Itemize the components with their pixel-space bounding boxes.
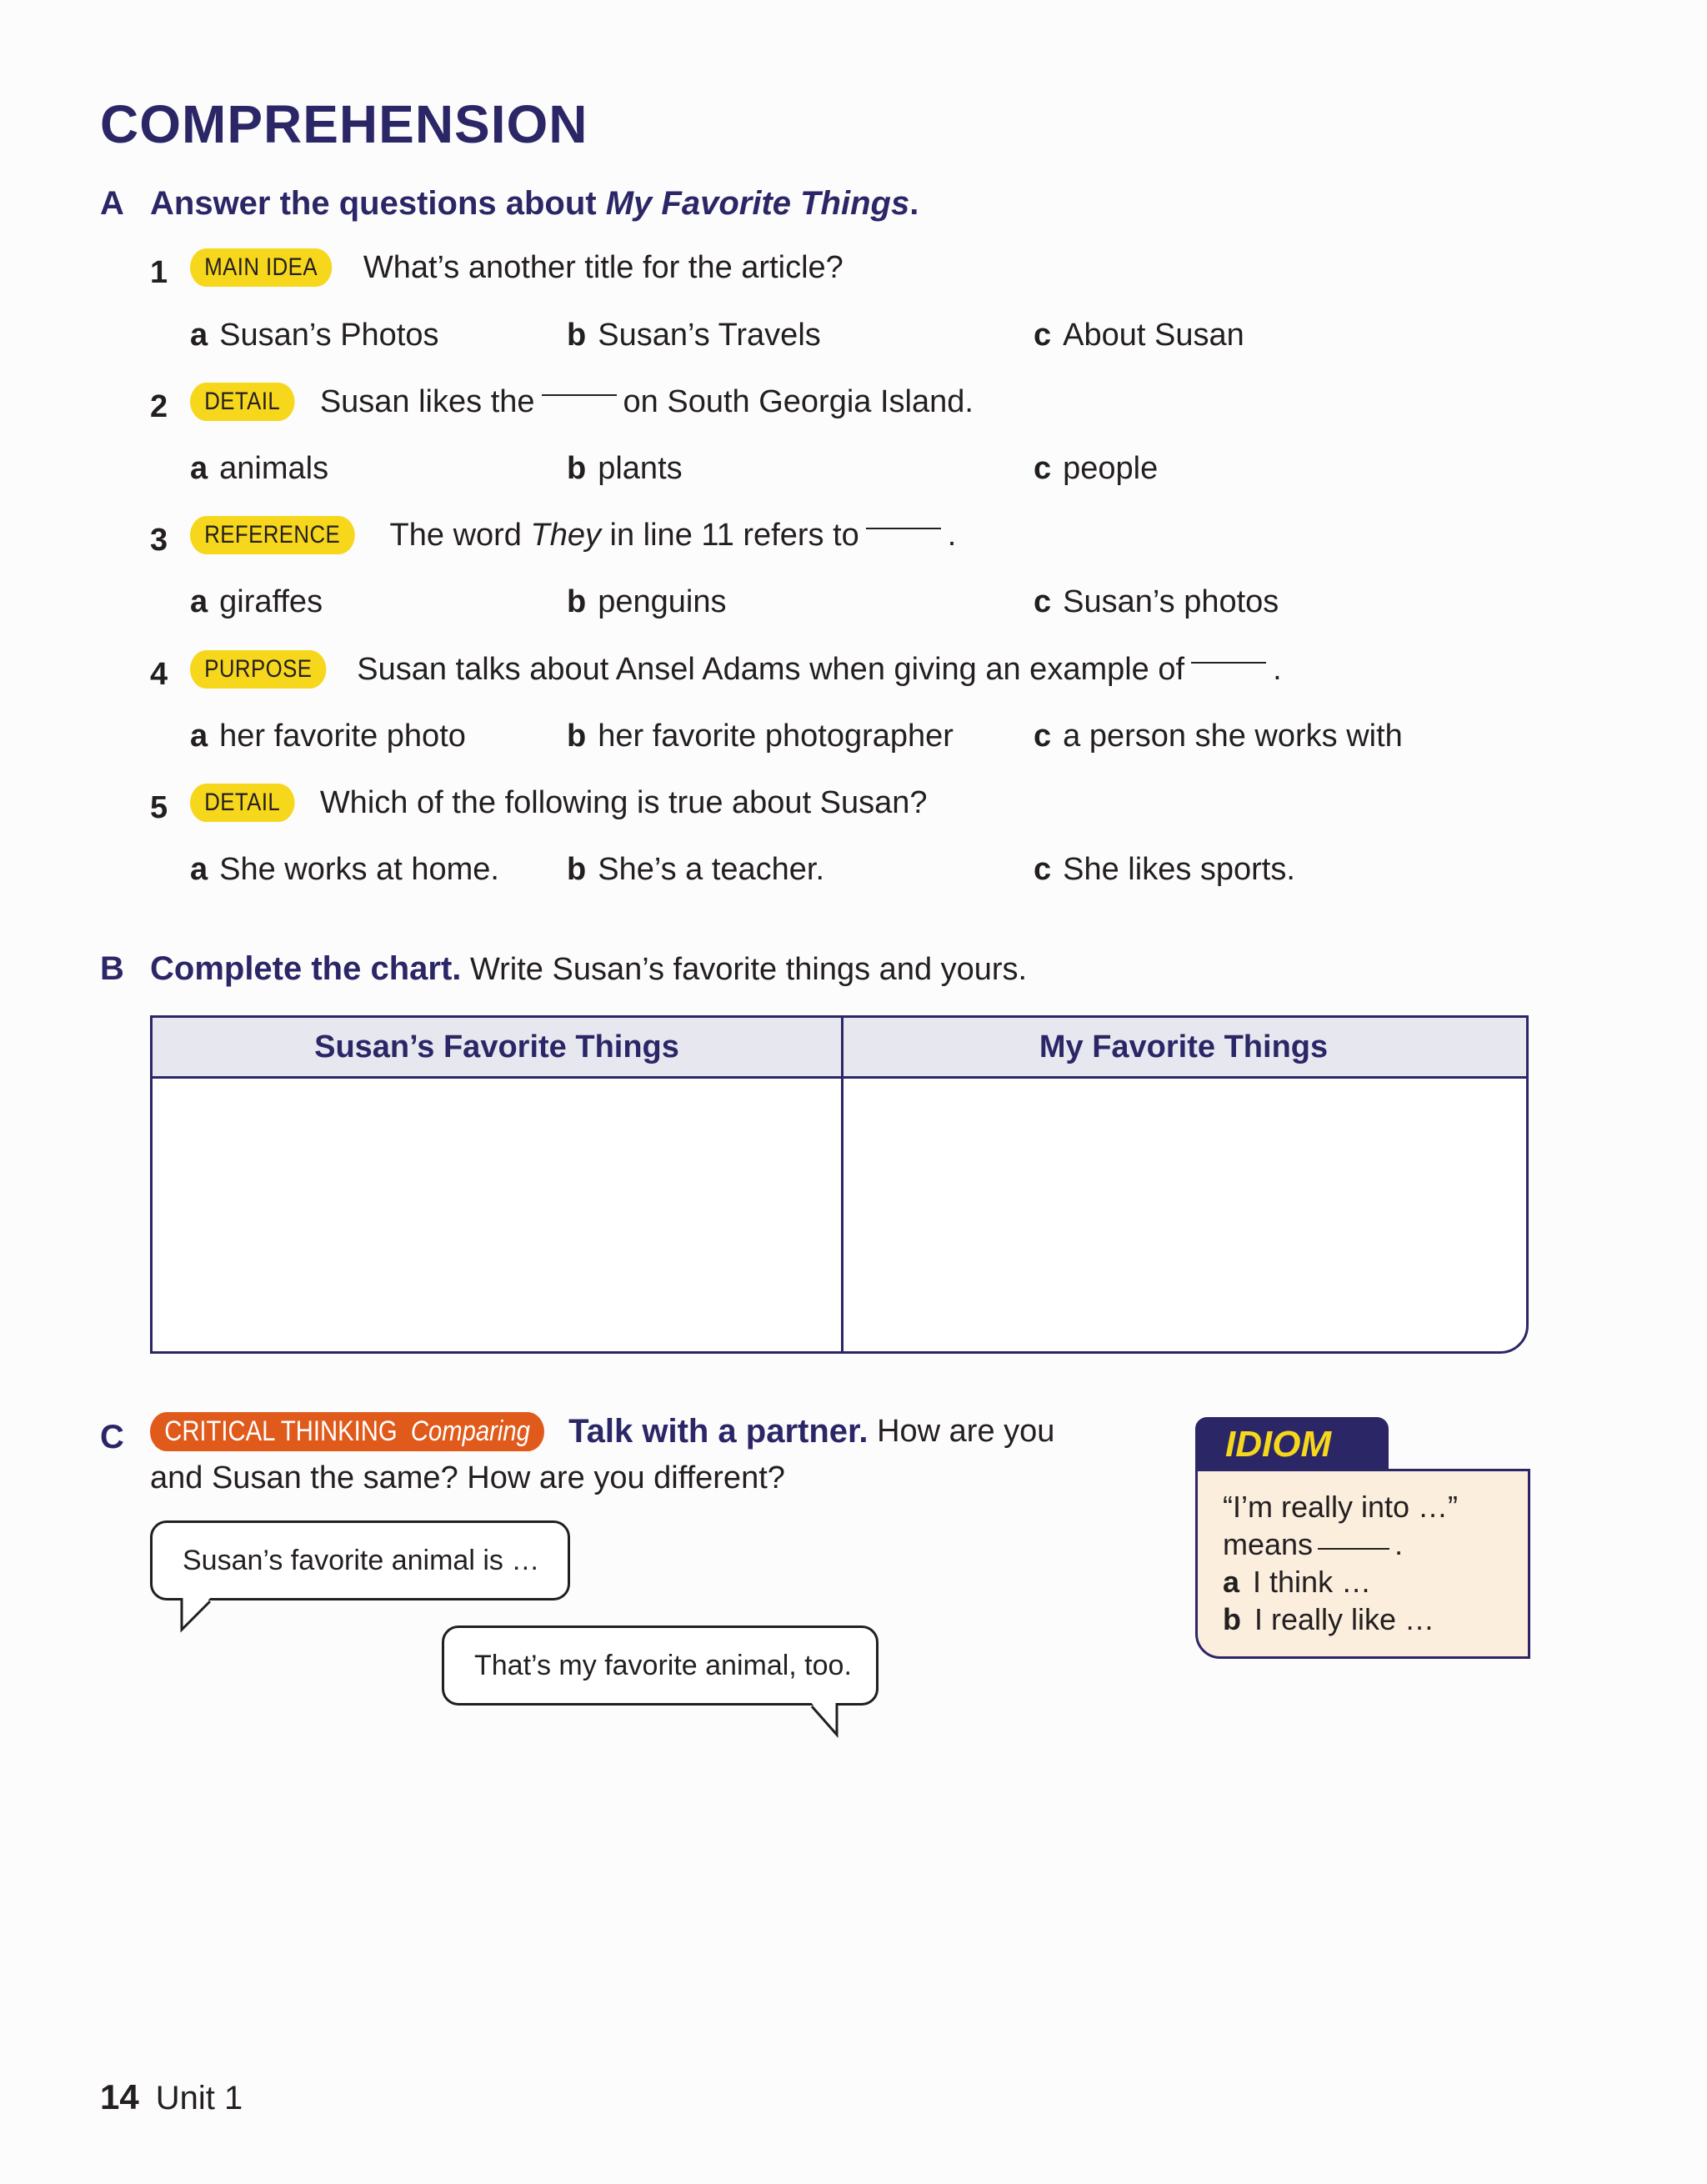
option-letter: b xyxy=(567,584,587,619)
question-2 xyxy=(190,383,974,421)
answer-blank[interactable] xyxy=(542,394,617,396)
question-1-option-c[interactable] xyxy=(1034,318,1244,353)
question-4-option-c[interactable] xyxy=(1034,719,1403,754)
option-text: a person she works with xyxy=(1063,719,1403,754)
idiom-line2 xyxy=(1223,1525,1528,1563)
option-letter: b xyxy=(567,318,587,353)
question-1-tag: MAIN IDEA xyxy=(190,248,332,287)
section-a-title-italic: My Favorite Things xyxy=(605,185,910,222)
answer-blank[interactable] xyxy=(866,528,941,529)
option-text: her favorite photo xyxy=(219,719,466,754)
question-5 xyxy=(190,784,928,822)
option-letter: a xyxy=(190,719,208,754)
question-4-text-after: . xyxy=(1273,651,1282,687)
question-4 xyxy=(190,650,1282,689)
option-text: plants xyxy=(598,451,683,486)
option-text: Susan’s Travels xyxy=(598,318,821,353)
option-letter: b xyxy=(567,719,587,754)
question-3-text-after: . xyxy=(947,517,957,553)
question-3-option-a[interactable] xyxy=(190,584,323,620)
question-1-text: What’s another title for the article? xyxy=(363,249,843,285)
idiom-line1: “I’m really into …” xyxy=(1223,1490,1459,1524)
question-2-option-c[interactable] xyxy=(1034,451,1158,487)
idiom-box xyxy=(1195,1469,1530,1659)
option-letter: a xyxy=(190,852,208,887)
option-text: She likes sports. xyxy=(1063,852,1295,887)
chart-header-susan: Susan’s Favorite Things xyxy=(153,1018,841,1079)
question-1-number: 1 xyxy=(150,255,168,290)
option-text: About Susan xyxy=(1063,318,1244,353)
option-letter: a xyxy=(190,318,208,353)
answer-blank[interactable] xyxy=(1191,662,1266,664)
question-5-number: 5 xyxy=(150,790,168,825)
chart-header-mine: My Favorite Things xyxy=(841,1018,1526,1079)
question-1-option-b[interactable] xyxy=(567,318,821,353)
question-4-number: 4 xyxy=(150,657,168,692)
section-b-letter: B xyxy=(100,950,124,987)
option-text: She works at home. xyxy=(219,852,499,887)
section-a-title-prefix: Answer the questions about xyxy=(150,185,606,222)
section-c-letter: C xyxy=(100,1419,124,1455)
section-b-title-bold: Complete the chart. xyxy=(150,950,462,987)
page-title: COMPREHENSION xyxy=(100,94,588,154)
question-2-option-b[interactable] xyxy=(567,451,683,487)
speech-bubble-2 xyxy=(442,1625,879,1706)
option-text: people xyxy=(1063,451,1159,486)
section-b-title-rest: Write Susan’s favorite things and yours. xyxy=(461,952,1028,987)
unit-label: Unit 1 xyxy=(155,2080,243,2116)
critical-thinking-tag-main: CRITICAL THINKING xyxy=(164,1415,398,1447)
section-c-prompt-rest: How are you xyxy=(868,1414,1055,1449)
option-text: She’s a teacher. xyxy=(598,852,825,887)
option-letter: c xyxy=(1034,584,1052,619)
question-3-text-before: The word xyxy=(389,517,531,553)
question-2-text-before: Susan likes the xyxy=(319,383,535,419)
section-c-prompt-line1 xyxy=(150,1412,1054,1451)
option-letter: c xyxy=(1034,719,1052,754)
section-a-title xyxy=(150,185,919,223)
favorite-things-chart xyxy=(150,1015,1529,1354)
question-5-text: Which of the following is true about Susan? xyxy=(319,784,928,820)
idiom-option-a[interactable] xyxy=(1223,1563,1528,1600)
option-letter: b xyxy=(1223,1602,1241,1636)
idiom-line2-after: . xyxy=(1394,1527,1404,1561)
option-text: Susan’s photos xyxy=(1063,584,1279,619)
idiom-means: means xyxy=(1223,1527,1314,1561)
speech-bubble-2-tail xyxy=(800,1701,850,1738)
option-letter: c xyxy=(1034,318,1052,353)
question-1-option-a[interactable] xyxy=(190,318,439,353)
speech-bubble-1-text: Susan’s favorite animal is … xyxy=(183,1544,540,1576)
question-3-text-middle: in line 11 refers to xyxy=(600,517,859,553)
critical-thinking-tag-sub: Comparing xyxy=(410,1415,530,1447)
question-3-text-italic: They xyxy=(530,517,601,553)
question-5-option-b[interactable] xyxy=(567,852,824,888)
idiom-blank[interactable] xyxy=(1318,1548,1389,1550)
option-text: Susan’s Photos xyxy=(219,318,439,353)
section-a-title-suffix: . xyxy=(909,185,919,222)
idiom-option-b[interactable] xyxy=(1223,1600,1528,1638)
option-text: animals xyxy=(219,451,329,486)
page-footer xyxy=(100,2077,243,2117)
option-letter: a xyxy=(190,584,208,619)
question-2-number: 2 xyxy=(150,389,168,424)
question-2-text-after: on South Georgia Island. xyxy=(623,383,974,419)
option-letter: c xyxy=(1034,451,1052,486)
question-2-tag: DETAIL xyxy=(190,383,294,421)
idiom-tab: IDIOM xyxy=(1195,1417,1389,1472)
speech-bubble-2-text: That’s my favorite animal, too. xyxy=(474,1649,852,1681)
question-5-option-a[interactable] xyxy=(190,852,499,888)
option-letter: c xyxy=(1034,852,1052,887)
option-letter: a xyxy=(190,451,208,486)
option-text: I really like … xyxy=(1254,1602,1435,1636)
option-text: her favorite photographer xyxy=(598,719,954,754)
question-4-option-a[interactable] xyxy=(190,719,466,754)
question-4-option-b[interactable] xyxy=(567,719,954,754)
chart-cell-mine[interactable] xyxy=(843,1079,1526,1351)
option-letter: b xyxy=(567,451,587,486)
option-text: penguins xyxy=(598,584,727,619)
question-2-option-a[interactable] xyxy=(190,451,328,487)
question-3-option-c[interactable] xyxy=(1034,584,1279,620)
section-c-prompt-line2: and Susan the same? How are you different? xyxy=(150,1460,785,1495)
page-number: 14 xyxy=(100,2077,139,2116)
chart-cell-susan[interactable] xyxy=(153,1079,838,1351)
question-3 xyxy=(190,516,956,554)
section-a-letter: A xyxy=(100,185,124,222)
speech-bubble-1 xyxy=(150,1520,570,1600)
question-4-tag: PURPOSE xyxy=(190,650,327,689)
section-c-prompt-bold: Talk with a partner. xyxy=(568,1413,869,1450)
option-text: I think … xyxy=(1253,1565,1372,1599)
question-4-text-before: Susan talks about Ansel Adams when giving an example of xyxy=(357,651,1185,687)
question-3-number: 3 xyxy=(150,523,168,558)
speech-bubble-1-tail xyxy=(175,1596,225,1633)
question-5-option-c[interactable] xyxy=(1034,852,1295,888)
critical-thinking-tag xyxy=(150,1412,544,1451)
option-letter: a xyxy=(1223,1565,1240,1599)
question-5-tag: DETAIL xyxy=(190,784,294,822)
question-3-option-b[interactable] xyxy=(567,584,726,620)
question-3-tag: REFERENCE xyxy=(190,516,354,554)
question-1 xyxy=(190,248,843,287)
section-b-title xyxy=(150,950,1027,988)
option-text: giraffes xyxy=(219,584,323,619)
option-letter: b xyxy=(567,852,587,887)
